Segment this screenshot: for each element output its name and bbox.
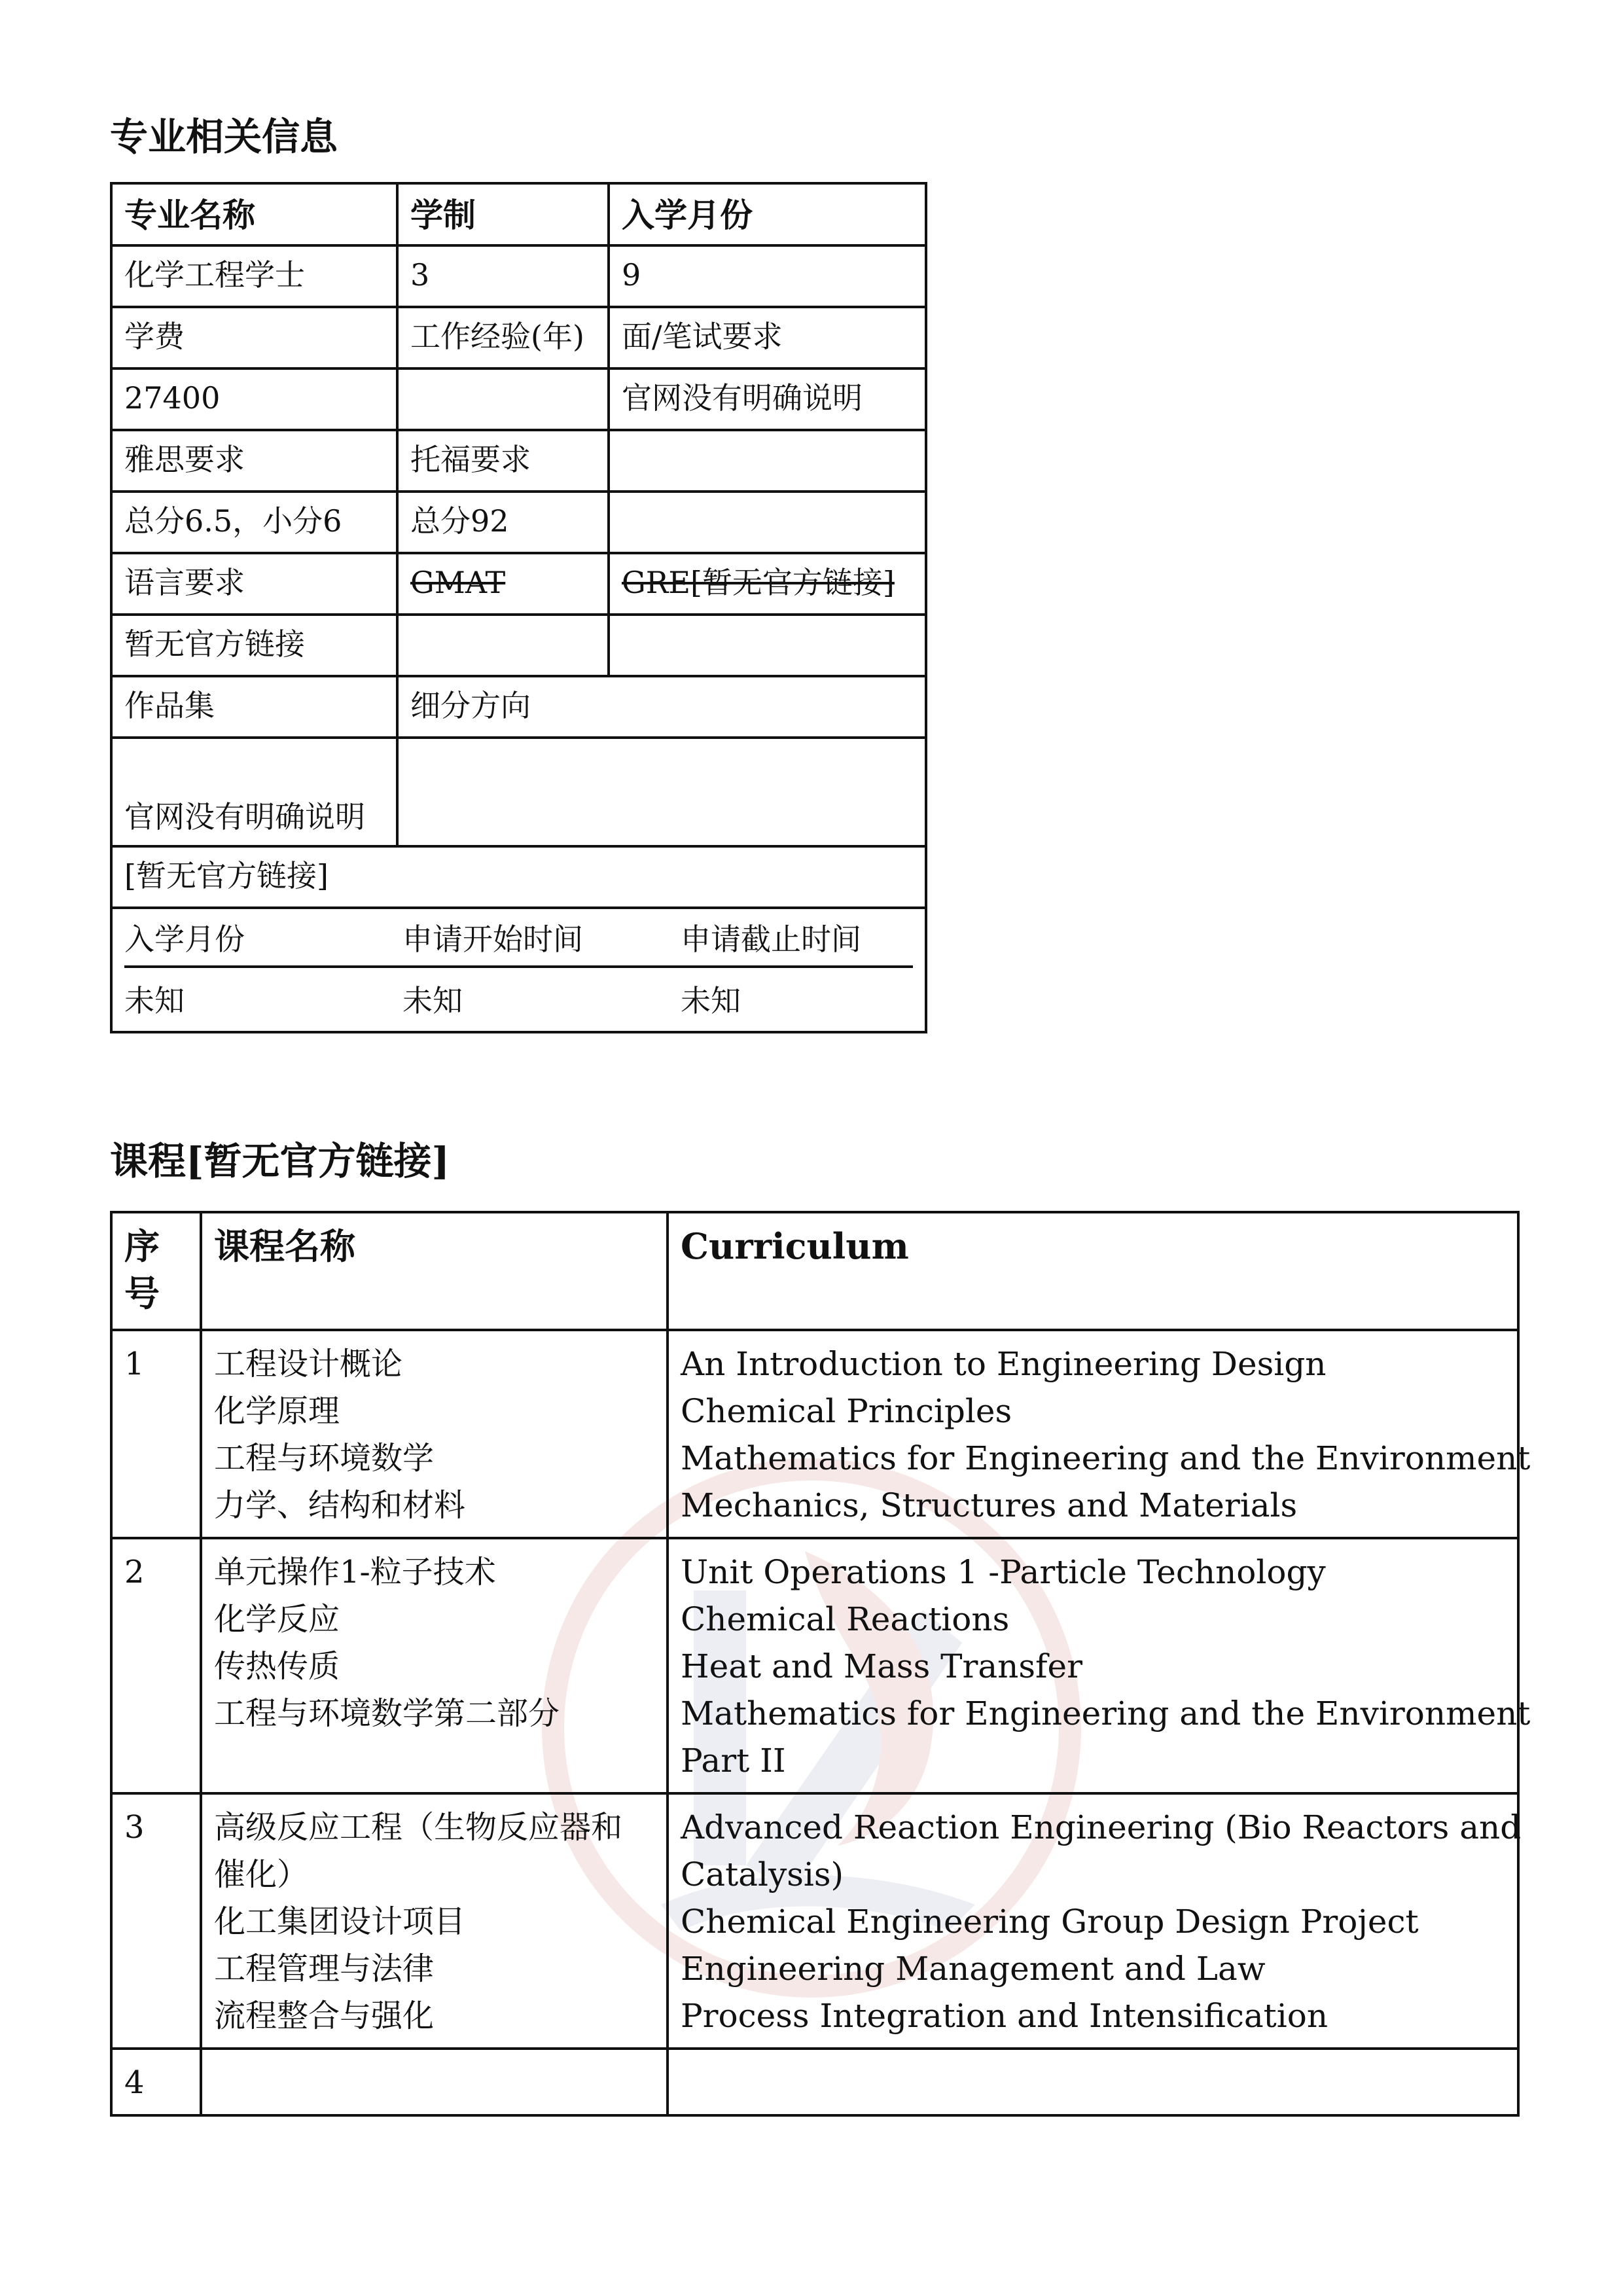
- course-name-en: Mathematics for Engineering and the Environment: [681, 1695, 1531, 1732]
- course-name: 流程整合与强化: [214, 1998, 435, 2034]
- date-header: 入学月份: [124, 922, 245, 957]
- label-cell: 面/笔试要求: [609, 307, 926, 368]
- course-name: 工程管理与法律: [214, 1950, 435, 1987]
- header-cell: [111, 1212, 201, 1330]
- gmat-label: GMAT: [397, 553, 609, 615]
- course-name: 工程与环境数学: [214, 1440, 435, 1477]
- header-cell: 课程名称: [201, 1212, 668, 1330]
- header-cell: Curriculum: [668, 1212, 1518, 1330]
- course-name-en: Mathematics for Engineering and the Environment: [681, 1439, 1531, 1477]
- course-names-en: [668, 1793, 1522, 2049]
- table-row: [111, 1793, 1518, 2049]
- intake-month-date: 未知: [124, 983, 185, 1018]
- label-cell: 工作经验(年): [397, 307, 609, 368]
- interview-requirement-value: 官网没有明确说明: [609, 368, 926, 430]
- header-cell: 入学月份: [609, 183, 926, 245]
- duration-value: 3: [397, 245, 609, 307]
- intake-month-value: 9: [609, 245, 926, 307]
- application-dates-cell: [111, 908, 926, 1032]
- table-row: [111, 368, 926, 430]
- course-names-en: [668, 1330, 1531, 1538]
- section-title-curriculum: 课程[暂无官方链接]: [110, 1139, 450, 1183]
- program-info-table: [110, 182, 927, 1033]
- table-row: [111, 2049, 1518, 2115]
- language-requirement-value: 暂无官方链接: [111, 615, 397, 676]
- table-row: [111, 245, 926, 307]
- course-name: 力学、结构和材料: [214, 1487, 466, 1524]
- course-names-en: [668, 1538, 1531, 1793]
- table-row: [111, 738, 926, 846]
- course-name: 高级反应工程（生物反应器和: [214, 1809, 623, 1846]
- curriculum-table: [110, 1211, 1531, 2117]
- table-row: [111, 1538, 1518, 1793]
- portfolio-value: 官网没有明确说明: [111, 738, 397, 846]
- application-open-date: 未知: [402, 983, 463, 1018]
- label-cell: 细分方向: [397, 676, 926, 738]
- course-name-en: Chemical Principles: [681, 1392, 1012, 1430]
- gre-value: [609, 615, 926, 676]
- course-name-en: Part II: [681, 1742, 786, 1780]
- table-row: [111, 307, 926, 368]
- table-row: [111, 183, 926, 245]
- course-names-cn: [201, 1793, 668, 2049]
- ielts-value: 总分6.5，小分6: [111, 492, 397, 553]
- course-name: 催化）: [214, 1856, 309, 1893]
- course-name: 化学反应: [214, 1601, 340, 1638]
- table-row: [111, 615, 926, 676]
- gre-label: GRE[暂无官方链接]: [609, 553, 926, 615]
- official-link-note: [暂无官方链接]: [111, 846, 926, 908]
- course-names-cn: [201, 1538, 668, 1793]
- work-experience-value: [397, 368, 609, 430]
- course-name-en: Process Integration and Intensification: [681, 1997, 1329, 2035]
- course-name-en: Heat and Mass Transfer: [681, 1647, 1083, 1685]
- section-title-program-info: 专业相关信息: [110, 115, 338, 159]
- table-row: [111, 846, 926, 908]
- header-no: 序号: [124, 1225, 160, 1314]
- table-row: [111, 492, 926, 553]
- tuition-value: 27400: [111, 368, 397, 430]
- course-name-en: Engineering Management and Law: [681, 1950, 1266, 1988]
- label-cell: 托福要求: [397, 430, 609, 492]
- date-header: 申请截止时间: [681, 922, 861, 957]
- label-cell: 作品集: [111, 676, 397, 738]
- toefl-value: 总分92: [397, 492, 609, 553]
- empty-cell: [609, 430, 926, 492]
- table-row: [111, 1212, 1518, 1330]
- application-deadline-date: 未知: [681, 983, 741, 1018]
- specialization-value: [397, 738, 926, 846]
- course-name: 传热传质: [214, 1648, 340, 1685]
- header-cell: 专业名称: [111, 183, 397, 245]
- table-row: [111, 908, 926, 1032]
- course-name: 单元操作1-粒子技术: [214, 1554, 496, 1590]
- course-name: 工程设计概论: [214, 1346, 403, 1382]
- course-name-en: Advanced Reaction Engineering (Bio Reactors and: [681, 1808, 1522, 1846]
- row-number: 2: [111, 1538, 201, 1793]
- course-names-cn: [201, 1330, 668, 1538]
- course-name-en: Chemical Reactions: [681, 1600, 1010, 1638]
- program-name-value: 化学工程学士: [111, 245, 397, 307]
- course-name-en: Unit Operations 1 -Particle Technology: [681, 1553, 1326, 1591]
- date-header: 申请开始时间: [402, 922, 583, 957]
- row-number: 3: [111, 1793, 201, 2049]
- label-cell: 雅思要求: [111, 430, 397, 492]
- label-cell: 语言要求: [111, 553, 397, 615]
- divider: [124, 965, 913, 968]
- row-number: 1: [111, 1330, 201, 1538]
- course-name-en: An Introduction to Engineering Design: [681, 1345, 1327, 1383]
- course-names-cn: [201, 2049, 668, 2115]
- course-name: 化工集团设计项目: [214, 1903, 466, 1940]
- course-name-en: Catalysis): [681, 1856, 844, 1893]
- empty-cell: [609, 492, 926, 553]
- table-row: [111, 1330, 1518, 1538]
- course-name: 工程与环境数学第二部分: [214, 1695, 560, 1732]
- course-name-en: Chemical Engineering Group Design Project: [681, 1903, 1419, 1941]
- course-name: 化学原理: [214, 1393, 340, 1429]
- course-names-en: [668, 2049, 1518, 2115]
- label-cell: 学费: [111, 307, 397, 368]
- row-number: 4: [111, 2049, 201, 2115]
- course-name-en: Mechanics, Structures and Materials: [681, 1486, 1298, 1524]
- table-row: [111, 676, 926, 738]
- gmat-value: [397, 615, 609, 676]
- table-row: [111, 553, 926, 615]
- header-cell: 学制: [397, 183, 609, 245]
- table-row: [111, 430, 926, 492]
